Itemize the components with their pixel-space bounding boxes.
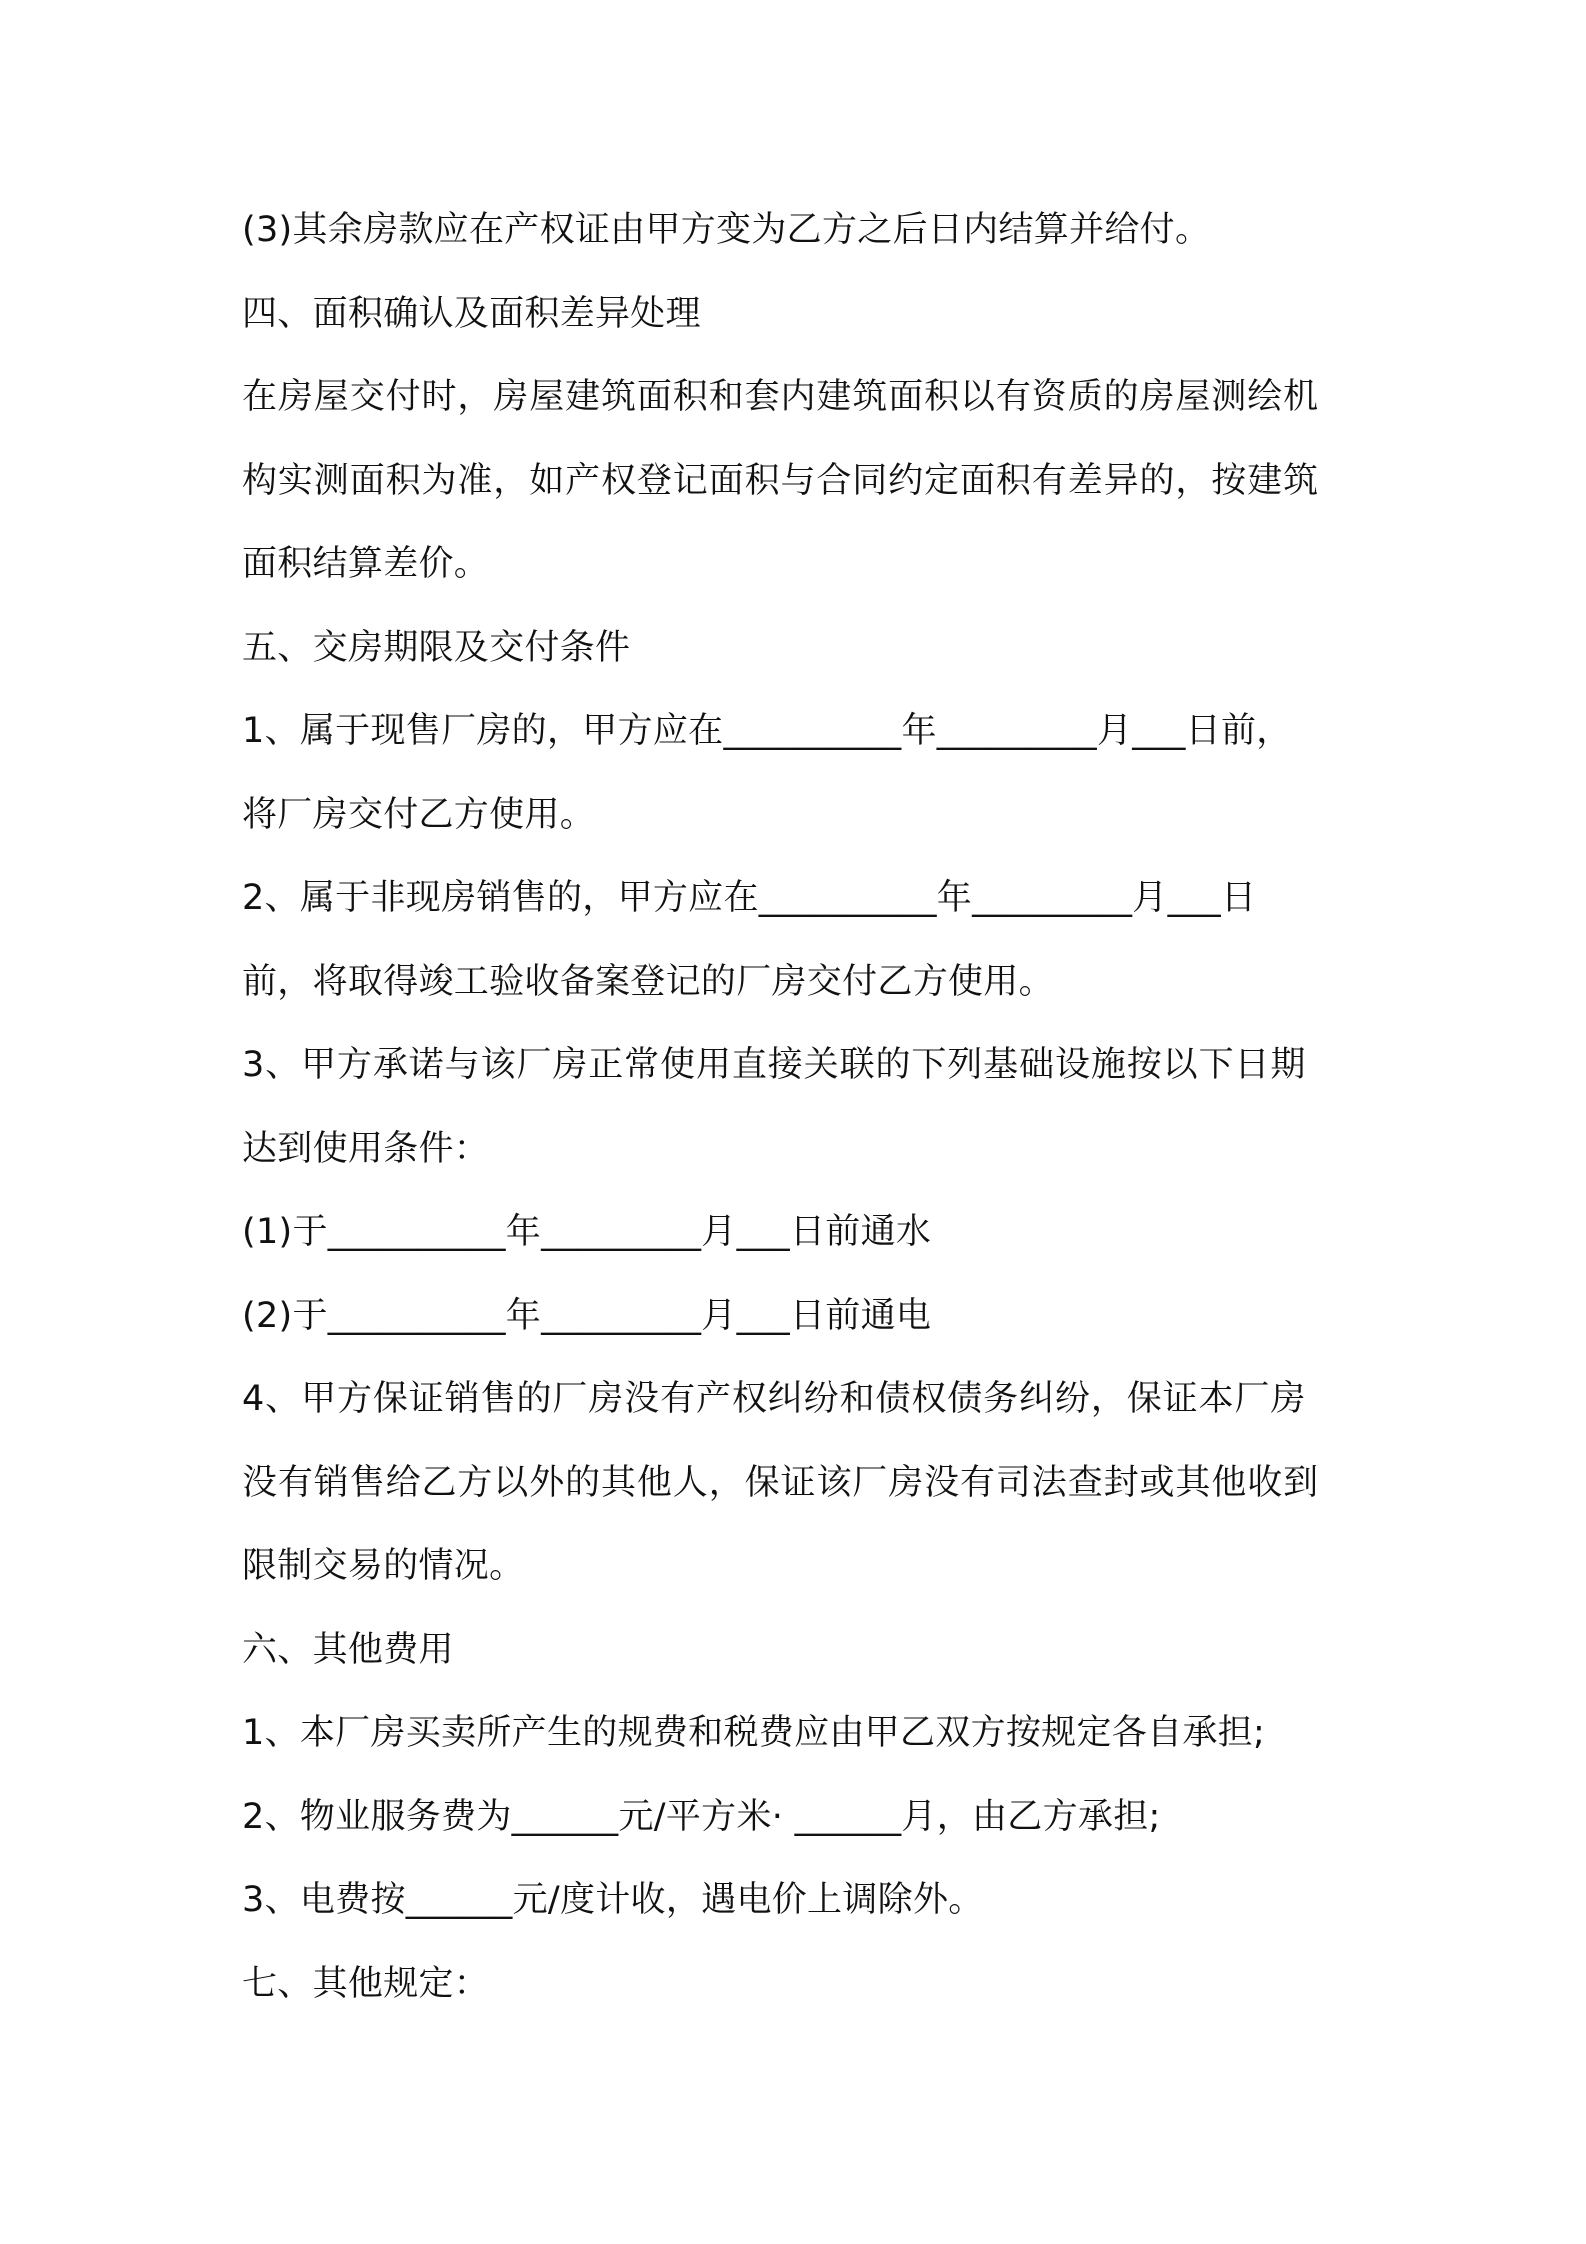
paragraph-line: 在房屋交付时，房屋建筑面积和套内建筑面积以有资质的房屋测绘机 — [242, 377, 1320, 417]
section-heading: 四、面积确认及面积差异处理 — [242, 293, 701, 334]
document-body — [242, 198, 1357, 2035]
paragraph-line: 没有销售给乙方以外的其他人，保证该厂房没有司法查封或其他收到 — [242, 1462, 1320, 1503]
paragraph-line: 构实测面积为准，如产权登记面积与合同约定面积有差异的，按建筑 — [242, 460, 1320, 501]
paragraph-line: 1、属于现售厂房的，甲方应在__________年_________月___日前， — [242, 711, 1292, 751]
paragraph-line: 2、属于非现房销售的，甲方应在__________年_________月___日 — [242, 878, 1257, 918]
paragraph-line: 达到使用条件： — [242, 1128, 490, 1169]
paragraph-line: 1、本厂房买卖所产生的规费和税费应由甲乙双方按规定各自承担; — [242, 1713, 1266, 1753]
paragraph-line: 2、物业服务费为______元/平方米· ______月，由乙方承担; — [242, 1796, 1161, 1837]
paragraph-line: (2)于__________年_________月___日前通电 — [242, 1295, 932, 1336]
paragraph-line: 限制交易的情况。 — [242, 1546, 525, 1586]
section-heading: 五、交房期限及交付条件 — [242, 627, 631, 668]
paragraph-line: (1)于__________年_________月___日前通水 — [242, 1212, 932, 1252]
paragraph-line: (3)其余房款应在产权证由甲方变为乙方之后日内结算并给付。 — [242, 210, 1211, 250]
paragraph-line: 3、甲方承诺与该厂房正常使用直接关联的下列基础设施按以下日期 — [242, 1045, 1307, 1085]
paragraph-line: 前，将取得竣工验收备案登记的厂房交付乙方使用。 — [242, 961, 1054, 1002]
paragraph-line: 面积结算差价。 — [242, 544, 490, 584]
section-heading: 六、其他费用 — [242, 1629, 454, 1670]
paragraph-line: 4、甲方保证销售的厂房没有产权纠纷和债权债务纠纷，保证本厂房 — [242, 1379, 1307, 1419]
paragraph-line: 将厂房交付乙方使用。 — [242, 794, 596, 835]
section-heading: 七、其他规定： — [242, 1963, 490, 2004]
paragraph-line: 3、电费按______元/度计收，遇电价上调除外。 — [242, 1880, 984, 1920]
